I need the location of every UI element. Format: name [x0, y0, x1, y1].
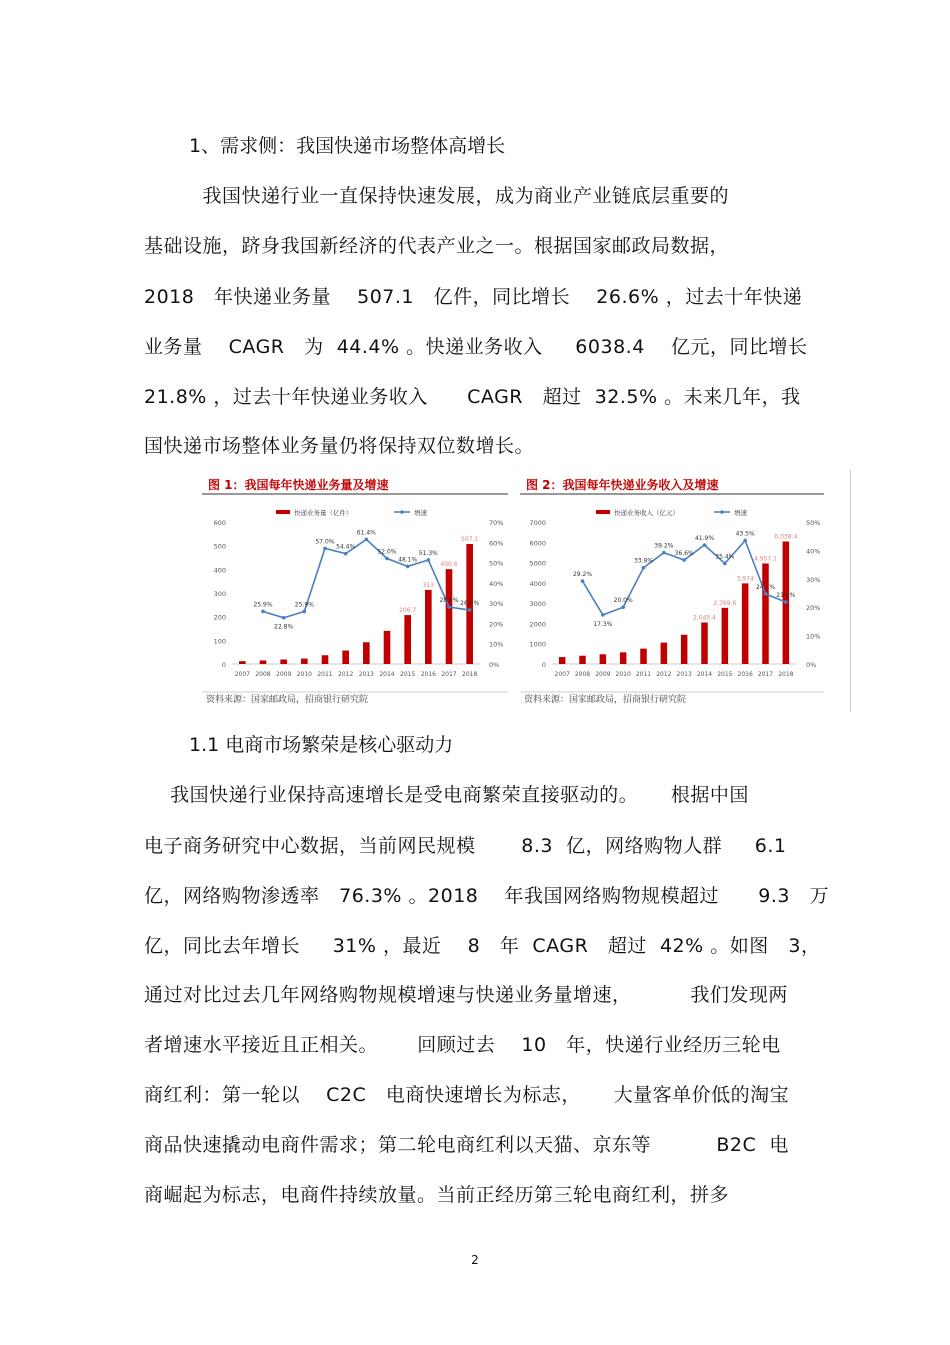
x-tick-label: 2015	[400, 671, 416, 678]
bar-label: 2,769.6	[713, 599, 737, 607]
left-axis-tick: 400	[213, 566, 226, 575]
growth-label: 43.5%	[735, 530, 755, 538]
bar	[620, 652, 627, 664]
left-axis-tick: 500	[213, 542, 226, 551]
right-axis-tick: 60%	[489, 539, 504, 548]
x-tick-label: 2009	[595, 671, 611, 678]
left-axis-tick: 4000	[529, 579, 546, 588]
x-tick-label: 2014	[696, 671, 713, 678]
bar-label: 400.6	[440, 561, 458, 569]
x-tick-label: 2011	[317, 671, 333, 678]
growth-point	[743, 539, 747, 543]
growth-label: 25.9%	[294, 601, 314, 609]
right-axis-tick: 40%	[489, 579, 504, 588]
growth-point	[447, 605, 451, 609]
bar	[559, 657, 566, 664]
bar-label: 206.7	[399, 607, 417, 615]
right-axis-tick: 0%	[806, 661, 817, 669]
bar	[600, 654, 607, 664]
legend-bar-swatch	[596, 510, 610, 514]
bar	[342, 651, 349, 664]
section-heading: 1、需求侧：我国快递市场整体高增长	[189, 135, 506, 157]
paragraph-line: 我国快递行业一直保持快速发展，成为商业产业链底层重要的	[196, 185, 730, 207]
chart-2-source: 资料来源：国家邮政局，招商银行研究院	[524, 695, 687, 705]
bar	[742, 583, 749, 664]
growth-point	[581, 579, 585, 583]
growth-label: 33.9%	[633, 557, 654, 565]
growth-label: 20.0%	[613, 597, 633, 605]
paragraph-line: 通过对比过去几年网络购物规模增速与快递业务量增速， 我们发现两	[144, 984, 788, 1006]
growth-point	[621, 605, 625, 609]
left-axis-tick: 1000	[529, 640, 546, 649]
paragraph-line: 商红利：第一轮以 C2C 电商快速增长为标志， 大量客单价低的淘宝	[144, 1084, 790, 1106]
growth-point	[365, 538, 369, 542]
paragraph-line: 亿，同比去年增长 31% ，最近 8 年 CAGR 超过 42% 。如图 3，	[144, 935, 821, 957]
bar	[322, 655, 329, 664]
right-axis-tick: 30%	[489, 600, 504, 609]
bar	[579, 656, 586, 664]
x-tick-label: 2016	[420, 671, 436, 678]
growth-point	[784, 600, 788, 604]
left-axis-tick: 5000	[529, 559, 546, 568]
x-tick-label: 2018	[462, 671, 478, 678]
x-tick-label: 2009	[276, 671, 292, 678]
growth-point	[662, 551, 666, 555]
x-tick-label: 2013	[676, 671, 692, 678]
growth-point	[703, 543, 707, 547]
legend-bar-swatch	[276, 510, 290, 514]
growth-point	[385, 557, 389, 561]
growth-label: 48.1%	[398, 556, 418, 564]
x-tick-label: 2007	[234, 671, 250, 678]
legend-bar-label: 快递业务量（亿件）	[294, 509, 353, 517]
right-axis-tick: 40%	[806, 547, 821, 556]
growth-point	[682, 558, 686, 562]
growth-point	[642, 566, 646, 570]
paragraph-line: 亿，网络购物渗透率 76.3% 。2018 年我国网络购物规模超过 9.3 万	[144, 885, 830, 907]
bar	[681, 635, 688, 664]
bar	[446, 569, 453, 664]
bar-label: 313	[422, 581, 435, 589]
growth-label: 24.7%	[755, 583, 776, 591]
left-axis-tick: 300	[213, 590, 226, 598]
growth-label: 17.3%	[593, 620, 613, 628]
x-tick-label: 2013	[358, 671, 374, 678]
growth-point	[723, 562, 727, 566]
left-axis-tick: 2000	[529, 620, 546, 629]
right-axis-tick: 0%	[489, 661, 500, 669]
bar-label: 6,038.4	[774, 533, 798, 541]
left-axis-tick: 7000	[529, 519, 546, 527]
bar	[661, 643, 668, 664]
x-tick-label: 2007	[554, 671, 570, 678]
x-tick-label: 2010	[615, 671, 631, 678]
bar	[404, 615, 411, 664]
growth-point	[427, 558, 431, 562]
growth-point	[323, 547, 327, 551]
paragraph-line: 基础设施，跻身我国新经济的代表产业之一。根据国家邮政局数据，	[144, 235, 730, 257]
bar	[301, 659, 308, 664]
growth-label: 39.2%	[654, 542, 674, 550]
growth-label: 35.4%	[715, 553, 735, 561]
x-tick-label: 2018	[778, 671, 794, 678]
left-axis-tick: 3000	[529, 600, 546, 609]
right-axis-tick: 20%	[806, 604, 821, 613]
paragraph-line: 者增速水平接近且正相关。 回顾过去 10 年，快递行业经历三轮电	[144, 1034, 781, 1056]
right-axis-tick: 10%	[489, 640, 504, 649]
x-tick-label: 2010	[296, 671, 312, 678]
left-axis-tick: 600	[213, 519, 226, 527]
bar	[260, 660, 267, 664]
bar-label: 3,974	[736, 575, 754, 583]
growth-label: 54.4%	[336, 543, 356, 551]
paragraph-line: 业务量 CAGR 为 44.4% 。快递业务收入 6038.4 亿元，同比增长	[144, 336, 808, 358]
subsection-heading: 1.1 电商市场繁荣是核心驱动力	[189, 734, 454, 756]
paragraph-line: 国快递市场整体业务量仍将保持双位数增长。	[144, 435, 535, 457]
growth-label: 51.3%	[418, 549, 438, 557]
x-tick-label: 2011	[635, 671, 652, 678]
growth-point	[261, 610, 265, 614]
growth-label: 25.9%	[253, 601, 273, 609]
growth-label: 29.2%	[572, 571, 593, 579]
bar	[280, 660, 287, 664]
growth-label: 52.0%	[377, 548, 397, 556]
growth-point	[764, 592, 768, 596]
paragraph-line: 电子商务研究中心数据，当前网民规模 8.3 亿，网络购物人群 6.1	[144, 835, 787, 857]
legend-line-label: 增速	[414, 509, 427, 517]
bar	[425, 590, 432, 664]
left-axis-tick: 0	[541, 661, 546, 669]
bar	[239, 661, 246, 664]
chart-2-title: 图 2：我国每年快递业务收入及增速	[526, 478, 719, 492]
growth-point	[344, 552, 348, 556]
growth-label: 28.1%	[439, 596, 459, 604]
bar	[640, 649, 647, 664]
chart-1-title: 图 1：我国每年快递业务量及增速	[208, 478, 389, 492]
x-tick-label: 2015	[717, 671, 733, 678]
growth-label: 41.9%	[694, 535, 715, 543]
x-tick-label: 2014	[379, 671, 395, 678]
right-axis-tick: 10%	[806, 632, 821, 641]
growth-label: 21.8%	[776, 592, 796, 600]
bar	[701, 623, 708, 664]
x-tick-label: 2008	[255, 671, 271, 678]
x-tick-label: 2016	[737, 671, 753, 678]
left-axis-tick: 200	[213, 613, 226, 622]
growth-point	[406, 565, 410, 569]
paragraph-line: 2018 年快递业务量 507.1 亿件，同比增长 26.6% ，过去十年快递	[144, 286, 803, 308]
right-axis-tick: 70%	[489, 519, 504, 527]
right-axis-tick: 50%	[806, 519, 821, 527]
bar-label: 2,045.4	[693, 614, 716, 622]
chart-1-source: 资料来源：国家邮政局，招商银行研究院	[206, 695, 369, 705]
charts-svg	[188, 470, 850, 712]
right-axis-tick: 30%	[806, 575, 821, 584]
figure-charts	[188, 470, 851, 712]
bar	[762, 563, 769, 664]
growth-label: 57.0%	[315, 538, 335, 546]
bar	[363, 642, 370, 664]
legend-line-label: 增速	[734, 509, 747, 517]
x-tick-label: 2008	[574, 671, 591, 678]
x-tick-label: 2012	[338, 671, 354, 678]
paragraph-line: 商崛起为标志，电商件持续放量。当前正经历第三轮电商红利，拼多	[144, 1184, 730, 1206]
growth-label: 61.4%	[356, 529, 376, 537]
bar-label: 4,957.1	[754, 555, 777, 563]
left-axis-tick: 0	[221, 661, 226, 669]
growth-label: 36.6%	[674, 550, 694, 558]
bar-label: 507.1	[461, 535, 479, 543]
growth-label: 22.8%	[274, 623, 294, 631]
bar	[722, 608, 729, 664]
x-tick-label: 2017	[441, 671, 457, 678]
left-axis-tick: 100	[213, 637, 226, 646]
legend-bar-label: 快递业务收入（亿元）	[614, 509, 679, 517]
growth-point	[282, 616, 286, 620]
paragraph-line: 我国快递行业保持高速增长是受电商繁荣直接驱动的。 根据中国	[144, 784, 749, 806]
bar	[384, 631, 391, 664]
legend-line-marker	[720, 510, 724, 514]
page-number: 2	[471, 1253, 479, 1267]
growth-point	[601, 613, 605, 617]
x-tick-label: 2012	[656, 671, 672, 678]
growth-point	[468, 608, 472, 612]
left-axis-tick: 6000	[529, 539, 546, 548]
paragraph-line: 商品快速撬动电商件需求；第二轮电商红利以天猫、京东等 B2C 电	[144, 1134, 789, 1156]
right-axis-tick: 50%	[489, 559, 504, 568]
legend-line-marker	[400, 510, 404, 514]
growth-point	[303, 610, 307, 614]
paragraph-line: 21.8% ，过去十年快递业务收入 CAGR 超过 32.5% 。未来几年，我	[144, 386, 801, 408]
right-axis-tick: 20%	[489, 620, 504, 629]
x-tick-label: 2017	[757, 671, 774, 678]
growth-label: 26.6%	[460, 600, 480, 608]
